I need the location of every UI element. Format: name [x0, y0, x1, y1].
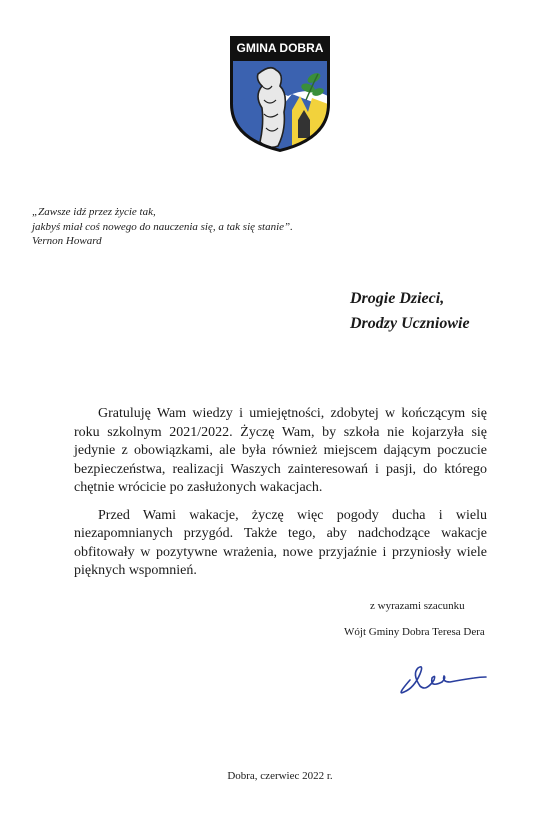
handwritten-signature [390, 652, 490, 702]
place-and-date: Dobra, czerwiec 2022 r. [227, 770, 333, 782]
quote-author: Vernon Howard [32, 235, 102, 247]
quote-line-1: „Zawsze idź przez życie tak, [32, 206, 156, 218]
body-paragraph-2: Przed Wami wakacje, życzę więc pogody ducha i wielu niezapomnianych przygód. Także tego, aby nadchodzące wakacje obfitowały w pozytywne wrażenia, nowe przyjaźnie i przyniosły wiele pięknych wspomnień. [74, 507, 487, 578]
epigraph-quote [32, 205, 293, 249]
crest-label: GMINA DOBRA [236, 41, 324, 55]
greeting-line-2: Drodzy Uczniowie [350, 315, 470, 332]
greeting [350, 286, 470, 336]
gmina-dobra-crest [228, 34, 332, 152]
quote-line-2: jakbyś miał coś nowego do nauczenia się, a tak się stanie”. [32, 220, 293, 233]
letter-body [74, 405, 487, 590]
body-paragraph-1: Gratuluję Wam wiedzy i umiejętności, zdobytej w kończącym się roku szkolnym 2021/2022. Życzę Wam, by szkoła nie kojarzyła się jedynie z obowiązkami, ale była również miejscem dającym poczucie bezpieczeństwa, realizacji Waszych zainteresowań i pasji, do którego chętnie wrócicie po zasłużonych wakacjach. [74, 406, 487, 495]
greeting-line-1: Drogie Dzieci, [350, 290, 445, 307]
closing-signatory: Wójt Gminy Dobra Teresa Dera [344, 626, 485, 638]
closing-block [344, 600, 485, 639]
closing-regards: z wyrazami szacunku [370, 600, 465, 612]
